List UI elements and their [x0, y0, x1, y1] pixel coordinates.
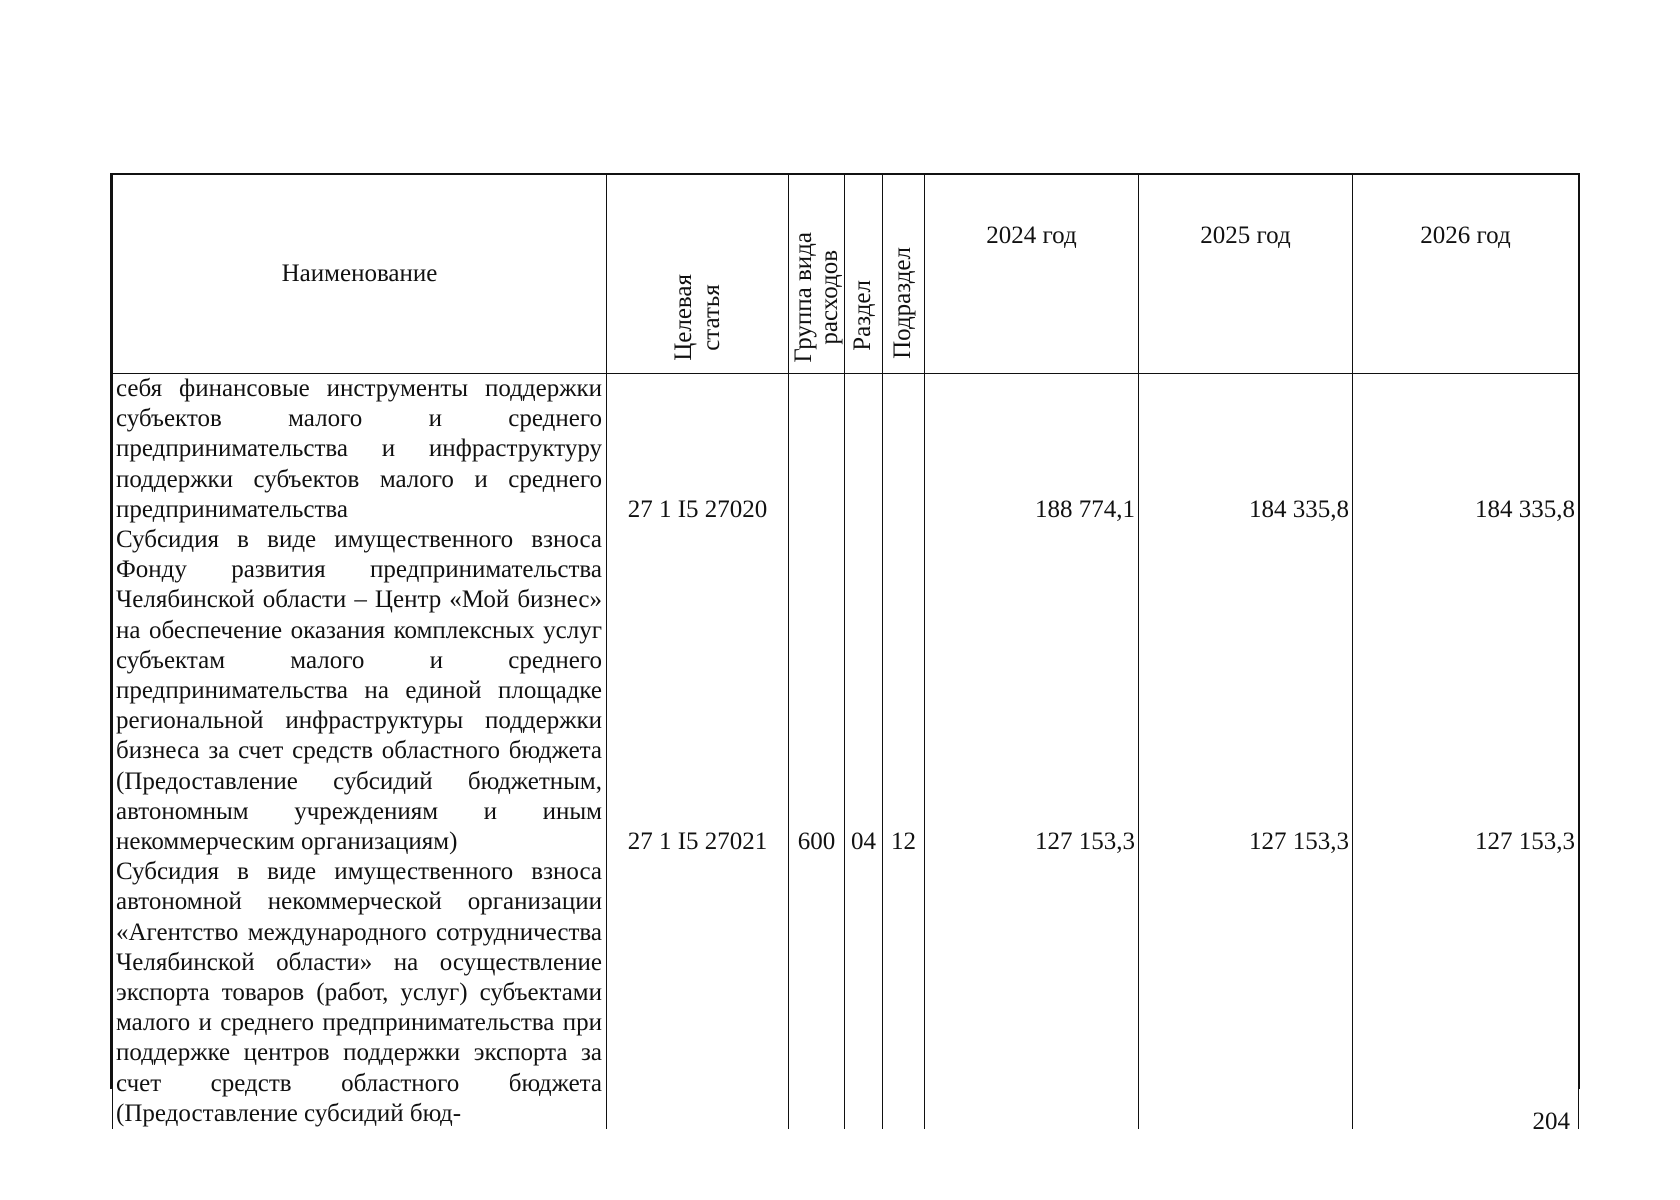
header-subsection [883, 175, 925, 374]
row-target [607, 857, 789, 1129]
row-name-cell [113, 857, 607, 1129]
row-value-2025: 127 153,3 [1139, 525, 1353, 857]
header-name-label: Наименование [281, 259, 438, 287]
header-2024-label: 2024 год [986, 222, 1077, 249]
header-expense-group [789, 175, 845, 374]
row-section [845, 374, 883, 526]
row-name: Субсидия в виде имущественного взноса автономной некоммерческой организации «Агентство международного сотрудничества Челябинской области» на осуществление экспорта товаров (работ, услуг) субъектами малого и среднего предпринимательства при поддержке центров поддержки экспорта за счет средств областного бюджета (Предоставление субсидий бюд- [116, 858, 602, 1127]
header-row [113, 175, 1579, 374]
table-row [113, 374, 1579, 526]
row-expense-group [789, 374, 845, 526]
row-section: 04 [845, 525, 883, 857]
row-target: 27 1 I5 27020 [607, 374, 789, 526]
header-2026 [1353, 175, 1579, 374]
header-2025-label: 2025 год [1200, 222, 1291, 249]
budget-table [112, 175, 1579, 1129]
header-subsection-label: Подраздел [889, 246, 917, 359]
table-row [113, 857, 1579, 1129]
row-value-2024: 188 774,1 [925, 374, 1139, 526]
header-name [113, 175, 607, 374]
row-value-2025 [1139, 857, 1353, 1129]
header-target-line1: Целевая [669, 274, 697, 361]
row-value-2025: 184 335,8 [1139, 374, 1353, 526]
page-number: 204 [1532, 1108, 1570, 1135]
header-expense-group-line1: Группа вида [789, 232, 817, 363]
row-name-cell [113, 525, 607, 857]
row-value-2026: 127 153,3 [1353, 525, 1579, 857]
row-name: Субсидия в виде имущественного взноса Фонду развития предпринимательства Челябинской области – Центр «Мой бизнес» на обеспечение оказания комплексных услуг субъектам малого и среднего предпринимательства на единой площадке региональной инфраструктуры поддержки бизнеса за счет средств областного бюджета (Предоставление субсидий бюджетным, автономным учреждениям и иным некоммерческим организациям) [116, 526, 602, 856]
row-value-2026 [1353, 857, 1579, 1129]
table-header [113, 175, 1579, 374]
table-row [113, 525, 1579, 857]
row-value-2026: 184 335,8 [1353, 374, 1579, 526]
table-body [113, 374, 1579, 1130]
header-target-line2: статья [697, 284, 725, 351]
header-2025 [1139, 175, 1353, 374]
row-subsection [883, 374, 925, 526]
row-subsection [883, 857, 925, 1129]
row-value-2024: 127 153,3 [925, 525, 1139, 857]
row-section [845, 857, 883, 1129]
header-target-label [670, 274, 726, 361]
row-value-2024 [925, 857, 1139, 1129]
header-2026-label: 2026 год [1420, 222, 1511, 249]
header-section [845, 175, 883, 374]
row-name-cell [113, 374, 607, 526]
row-subsection: 12 [883, 525, 925, 857]
header-target [607, 175, 789, 374]
header-section-label: Раздел [849, 280, 877, 351]
row-expense-group [789, 857, 845, 1129]
row-expense-group: 600 [789, 525, 845, 857]
header-expense-group-line2: расходов [815, 250, 843, 345]
header-expense-group-label [791, 232, 843, 363]
row-name: себя финансовые инструменты поддержки субъектов малого и среднего предпринимательства и инфраструктуру поддержки субъектов малого и среднего предпринимательства [116, 375, 602, 523]
header-2024 [925, 175, 1139, 374]
row-target: 27 1 I5 27021 [607, 525, 789, 857]
